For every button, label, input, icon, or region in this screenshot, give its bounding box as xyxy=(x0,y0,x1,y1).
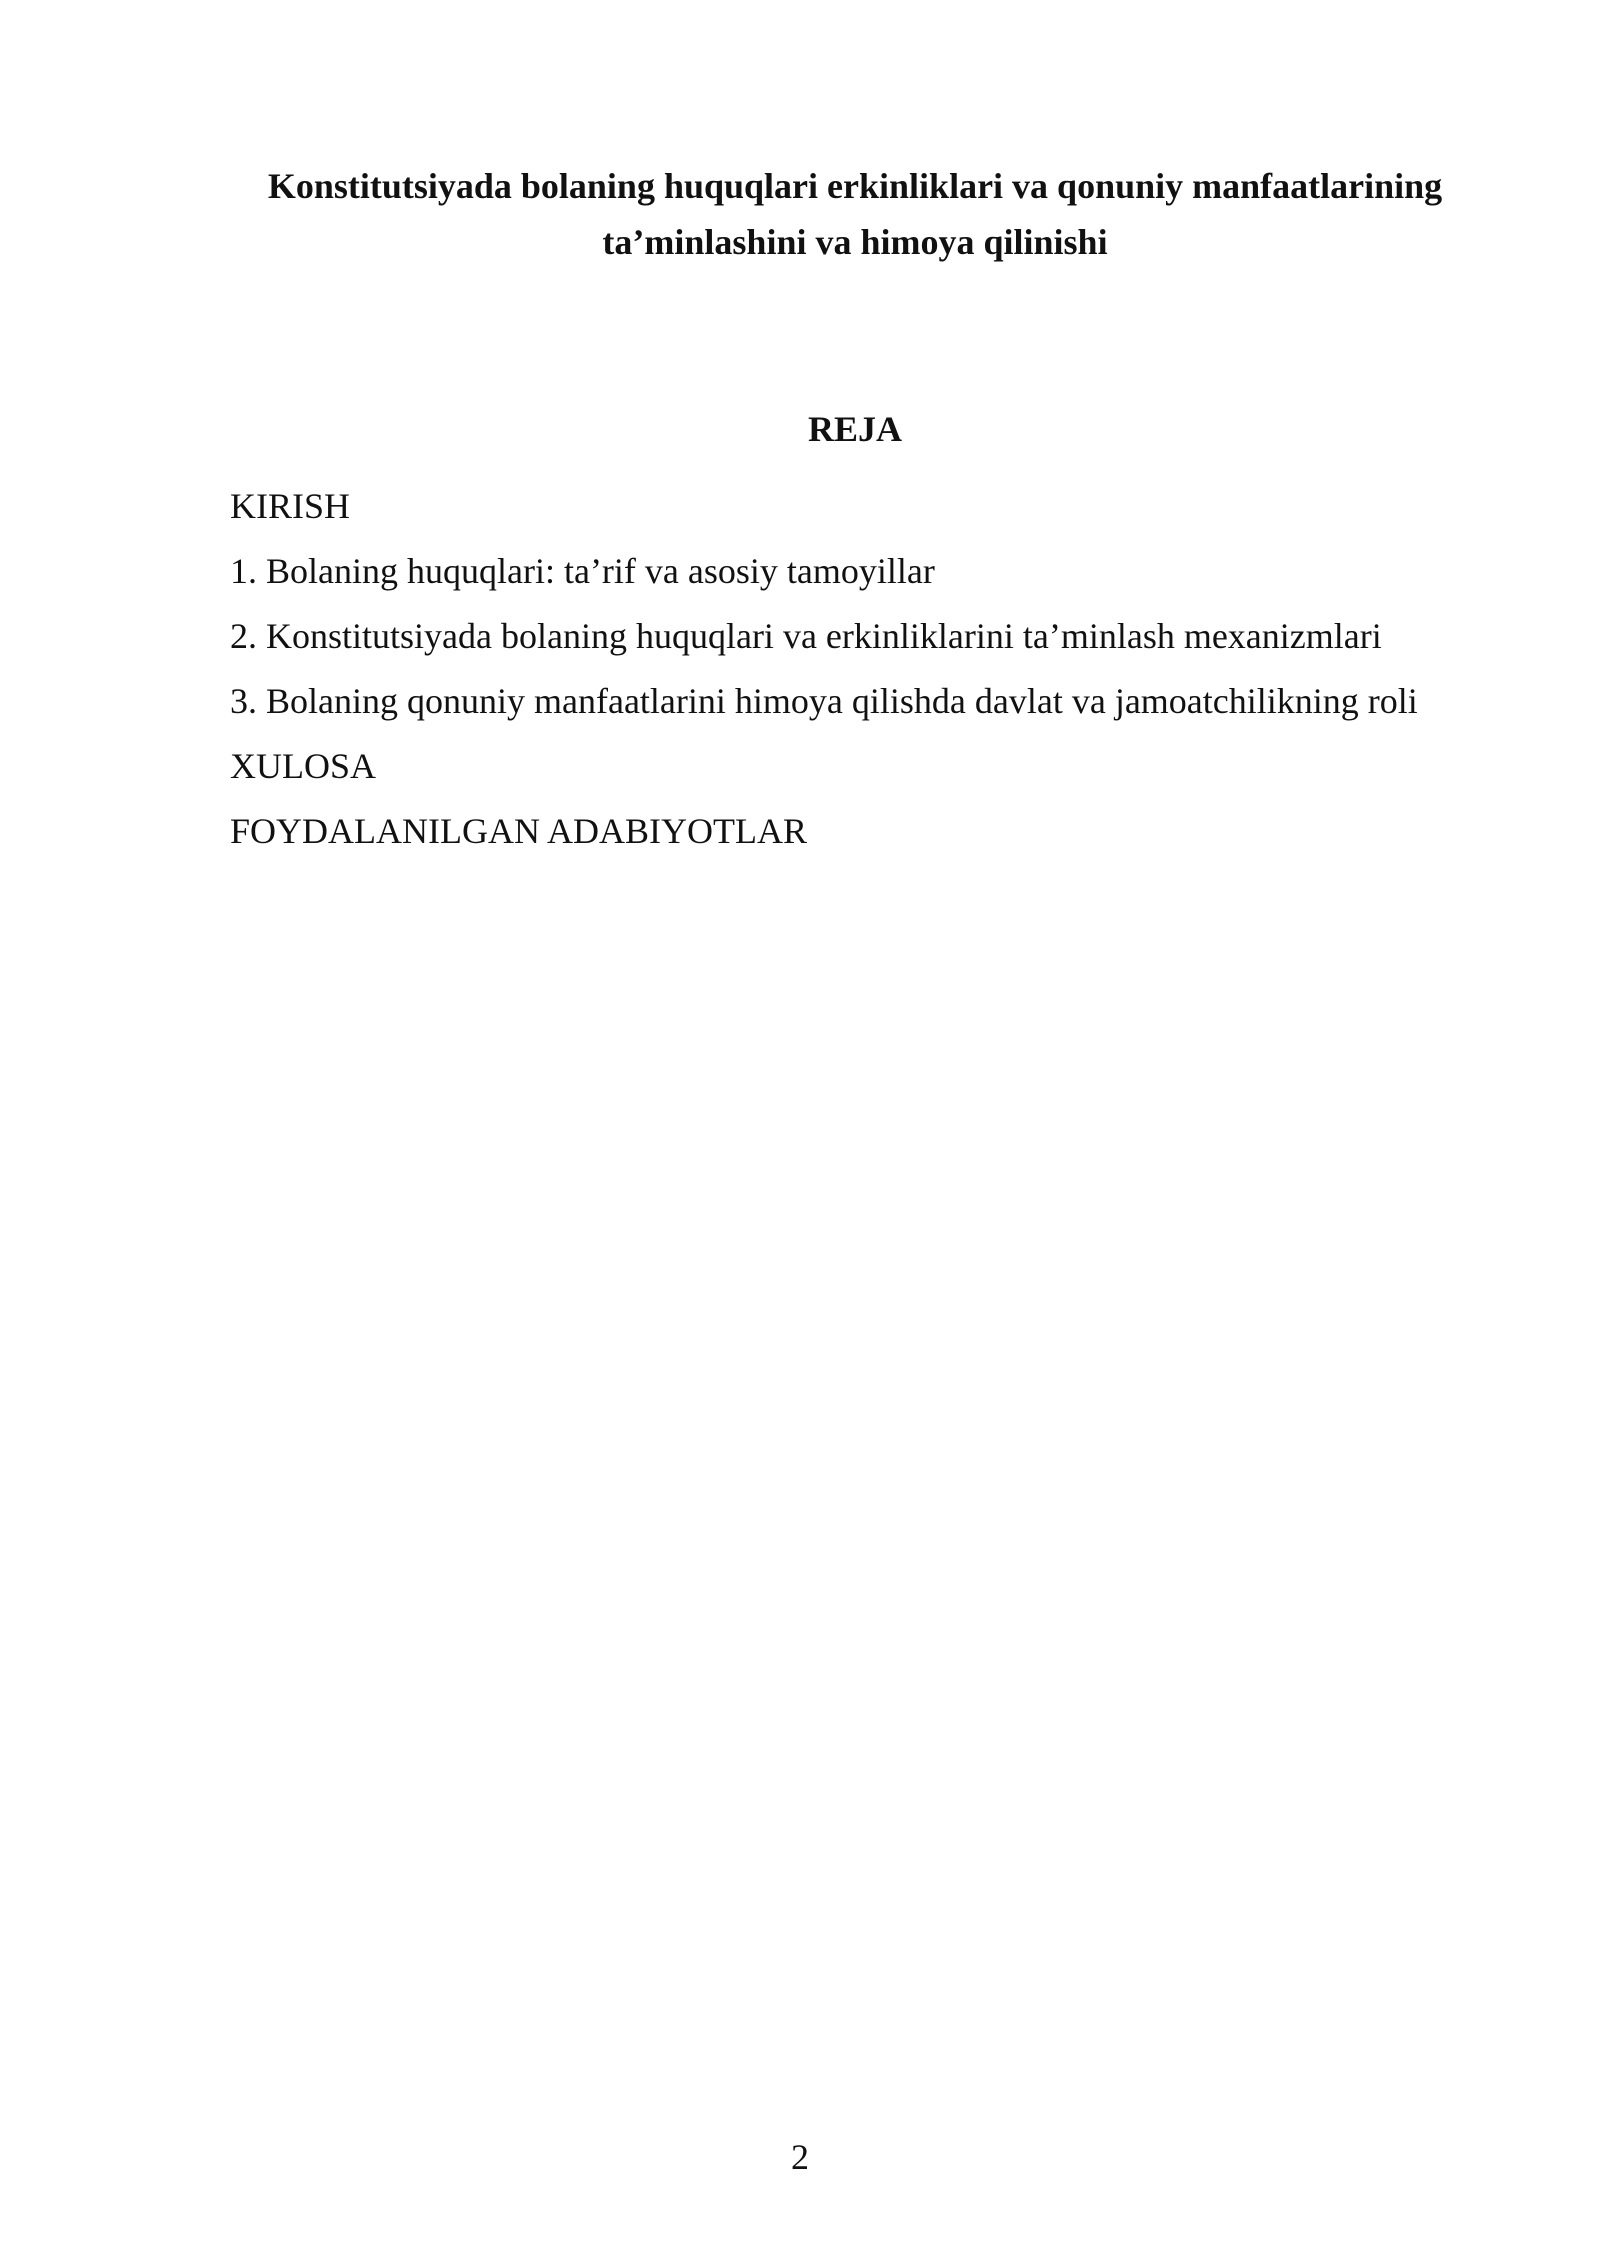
plan-item-references: FOYDALANILGAN ADABIYOTLAR xyxy=(230,811,807,851)
document-title xyxy=(230,158,1480,270)
plan-item-3: 3. Bolaning qonuniy manfaatlarini himoya qilishda davlat va jamoatchilikning roli xyxy=(230,681,1418,721)
document-title-line-2: ta’minlashini va himoya qilinishi xyxy=(602,222,1108,262)
document-title-line-1: Konstitutsiyada bolaning huquqlari erkinliklari va qonuniy manfaatlarining xyxy=(267,166,1443,206)
plan-item-2: 2. Konstitutsiyada bolaning huquqlari va erkinliklarini ta’minlash mexanizmlari xyxy=(230,616,1382,656)
plan-list xyxy=(230,474,1530,864)
plan-item-introduction: KIRISH xyxy=(230,486,351,526)
page-number: 2 xyxy=(791,2137,809,2177)
plan-item-1: 1. Bolaning huquqlari: ta’rif va asosiy tamoyillar xyxy=(230,551,935,591)
plan-heading: REJA xyxy=(807,409,902,449)
plan-item-conclusion: XULOSA xyxy=(230,746,377,786)
